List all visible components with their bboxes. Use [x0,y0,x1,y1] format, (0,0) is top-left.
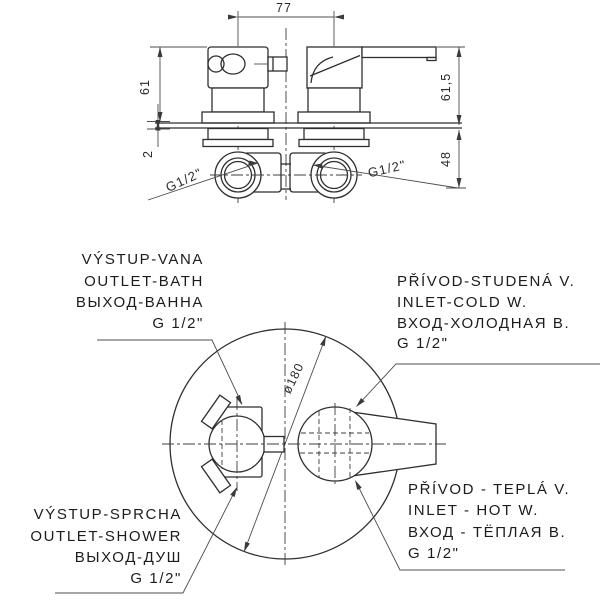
right-flange [298,112,370,123]
dim-width [228,1,344,20]
label-inlet-cold [354,273,600,409]
dim-wall-value: 2 [141,150,155,158]
lever-handle [362,47,436,58]
label-outlet-shower [30,486,239,593]
dim-height-right [437,47,465,125]
dim-height-right-value: 61,5 [439,72,453,102]
outlet-bath-en: OUTLET-BATH [84,273,204,290]
outlet-bath-ru: ВЫХОД-ВАННА [75,294,204,311]
right-pipe [308,88,360,112]
dim-diameter-value: ø180 [279,360,307,396]
dim-depth [439,130,466,188]
outlet-bath-thread: G 1/2" [152,315,204,332]
dim-height-left-value: 61 [138,79,152,95]
left-cup [208,129,268,140]
outlet-shower-en: OUTLET-SHOWER [30,528,182,545]
dim-height-left [138,47,207,122]
right-lip [299,140,369,147]
left-flange [202,112,274,123]
outlet-shower-cs: VÝSTUP-SPRCHA [33,506,182,523]
left-lip [203,140,273,147]
diverter-valve-front [202,47,287,123]
inlet-hot-thread: G 1/2" [408,545,460,562]
outlet-shower-ru: ВЫХОД-ДУШ [74,549,182,566]
inlet-cold-en: INLET-COLD W. [397,294,528,311]
dim-wall-thickness [141,104,170,158]
label-inlet-hot [353,479,570,570]
inlet-hot-cs: PŘÍVOD - TEPLÁ V. [408,481,571,498]
front-view [138,1,466,203]
thread-right-value: G1/2" [366,156,408,181]
outlet-shower-thread: G 1/2" [130,570,182,587]
outlet-bath-cs: VÝSTUP-VANA [81,251,204,268]
inlet-cold-thread: G 1/2" [397,335,449,352]
dim-width-value: 77 [276,1,292,15]
lever-tip [427,58,436,61]
spout-stub [268,57,287,71]
inlet-hot-ru: ВХОД - ТЁПЛАЯ В. [408,524,567,541]
left-pipe [212,88,264,112]
inlet-cold-leader [357,364,600,406]
plan-view [30,251,600,593]
label-outlet-bath [76,251,244,406]
inlet-cold-ru: ВХОД-ХОЛОДНАЯ В. [397,315,571,332]
right-cup [304,129,364,140]
inlet-hot-en: INLET - HOT W. [408,502,540,519]
inlet-cold-cs: PŘÍVOD-STUDENÁ V. [397,273,576,290]
thread-left-value: G1/2" [163,164,205,195]
mixer-lever-front [298,47,436,123]
dim-depth-value: 48 [439,151,453,167]
mixer-lever-plan [298,403,436,486]
